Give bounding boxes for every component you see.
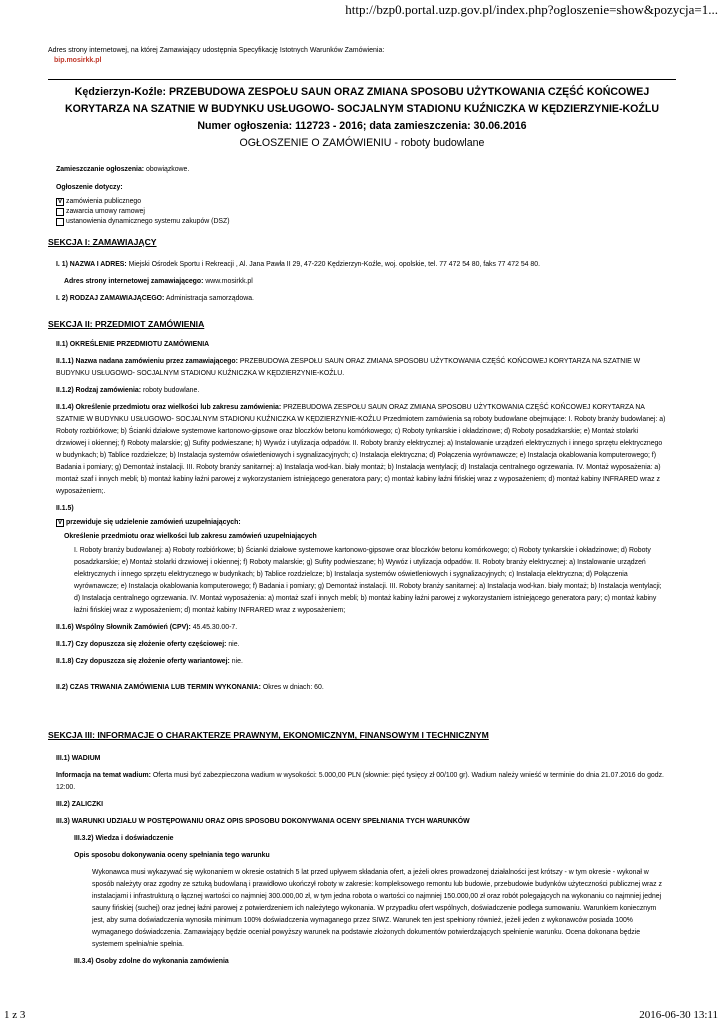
intro-text: Adres strony internetowej, na której Zamawiający udostępnia Specyfikację Istotnych Warunków Zamówienia: <box>48 47 385 54</box>
page-number: 1 z 3 <box>4 1009 26 1021</box>
meta-block <box>56 164 668 227</box>
supplementary-label: przewiduje się udzielenie zamówień uzupełniających: <box>66 519 241 526</box>
order-type-label: II.1.2) Rodzaj zamówienia: <box>56 387 142 394</box>
option-label: zamówienia publicznego <box>66 198 142 205</box>
bip-link[interactable]: bip.mosirkk.pl <box>54 57 102 64</box>
entity-type-value: Administracja samorządowa. <box>165 295 254 302</box>
section-2-title: SEKCJA II: PRZEDMIOT ZAMÓWIENIA <box>48 319 205 329</box>
option-public-order <box>56 197 668 207</box>
order-type-value: roboty budowlane. <box>142 387 200 394</box>
experience-subheading: Opis sposobu dokonywania oceny spełniania tego warunku <box>74 852 270 859</box>
option-dsz <box>56 217 668 227</box>
website-value: www.mosirkk.pl <box>205 278 253 285</box>
order-name-value: PRZEBUDOWA ZESPOŁU SAUN ORAZ ZMIANA SPOSOBU UŻYTKOWANIA CZĘŚĆ KOŃCOWEJ KORYTARZA NA SZATNIE W BUDYNKU USŁUGOWO- SOCJALNYM STADIONU KUŹNICZKA W KĘDZIERZYNIE-KOŹLU. <box>56 358 641 377</box>
website-label: Adres strony internetowej zamawiającego: <box>64 278 204 285</box>
section-3-title: SEKCJA III: INFORMACJE O CHARAKTERZE PRAWNYM, EKONOMICZNYM, FINANSOWYM I TECHNICZNYM <box>48 730 489 740</box>
checkbox-dsz <box>56 218 64 226</box>
supplementary-heading: II.1.5) <box>56 505 74 512</box>
cpv-value: 45.45.30.00-7. <box>192 624 238 631</box>
name-address-value: Miejski Ośrodek Sportu i Rekreacji , Al. Jana Pawła II 29, 47-220 Kędzierzyn-Koźle, woj. opolskie, tel. 77 472 54 80, faks 77 472 54 80. <box>128 261 540 268</box>
partial-offer-value: nie. <box>228 641 240 648</box>
announcement-title <box>0 84 724 152</box>
option-label: ustanowienia dynamicznego systemu zakupów (DSZ) <box>66 218 230 225</box>
title-line-1: Kędzierzyn-Koźle: PRZEBUDOWA ZESPOŁU SAUN ORAZ ZMIANA SPOSOBU UŻYTKOWANIA CZĘŚĆ KOŃCOWEJ <box>74 86 650 98</box>
title-line-2: KORYTARZA NA SZATNIE W BUDYNKU USŁUGOWO- SOCJALNYM STADIONU KUŹNICZKA W KĘDZIERZYNIE-KOŹLU <box>65 103 659 115</box>
option-label: zawarcia umowy ramowej <box>66 208 145 215</box>
variant-offer-label: II.1.8) Czy dopuszcza się złożenie oferty wariantowej: <box>56 658 230 665</box>
order-scope-label: II.1.4) Określenie przedmiotu oraz wielkości lub zakresu zamówienia: <box>56 404 282 411</box>
browser-url: http://bzp0.portal.uzp.gov.pl/index.php?ogloszenie=show&pozycja=1... <box>345 2 718 17</box>
advances-heading: III.2) ZALICZKI <box>56 801 104 808</box>
wadium-heading: III.1) WADIUM <box>56 755 101 762</box>
announcement-number: Numer ogłoszenia: 112723 - 2016; data zamieszczenia: 30.06.2016 <box>197 120 527 132</box>
supplementary-title: Określenie przedmiotu oraz wielkości lub zakresu zamówień uzupełniających <box>64 533 317 540</box>
duration-value: Okres w dniach: 60. <box>262 684 324 691</box>
checkbox-public-order: V <box>57 199 62 205</box>
entity-type-label: I. 2) RODZAJ ZAMAWIAJĄCEGO: <box>56 295 165 302</box>
supplementary-value: I. Roboty branży budowlanej: a) Roboty rozbiórkowe; b) Ścianki działowe systemowe kartonowo-gipsowe oraz bloczków betonu komórkowego; c) Roboty tynkarskie i okładzinowe; d) Roboty posadzkarskie; e) Montaż stolarki drzwiowej i okiennej; f) Roboty malarskie; g) Sufity podwieszane; h) Wywóz i utylizacja odpadów. II. Roboty branży elektrycznej: a) Instalowanie urządzeń elektrycznych i innego sprzętu elektrycznego w budynkach; b) Tablice rozdzielcze; b) Instalacja systemów oświetleniowych i sygnalizacyjnych; c) Instalacja elektryczna; d) Połączenia wyrównawcze; e) Instalacja okablowania komputerowego; f) Badania i pomiary; g) Demontaż instalacji. III. Roboty branży sanitarnej: a) Instalacja wod-kan. biały montaż; b) Instalacja wentylacji; d) Instalacja centralnego ogrzewania. IV. Montaż wyposażenia: a) montaż szaf i innych mebli; b) montaż kabiny łaźni parowej z wykorzystaniem istniejącego generatora pary; c) montaż kabiny łaźni fińskiej wraz z wyposażeniem; d) montaż kabiny INFRARED wraz z wyposażeniem; <box>74 547 662 614</box>
placement-value: obowiązkowe. <box>146 166 190 173</box>
cpv-label: II.1.6) Wspólny Słownik Zamówień (CPV): <box>56 624 191 631</box>
wadium-value: Oferta musi być zabezpieczona wadium w wysokości: 5.000,00 PLN (słownie: pięć tysięcy zł 00/100 gr). Wadium należy wnieść w terminie do dnia 21.07.2016 do godz. 12:00. <box>56 772 664 791</box>
duration-label: II.2) CZAS TRWANIA ZAMÓWIENIA LUB TERMIN WYKONANIA: <box>56 684 261 691</box>
order-name-label: II.1.1) Nazwa nadana zamówieniu przez zamawiającego: <box>56 358 238 365</box>
announcement-type: OGŁOSZENIE O ZAMÓWIENIU - roboty budowlane <box>239 137 485 149</box>
wadium-label: Informacja na temat wadium: <box>56 772 151 779</box>
variant-offer-value: nie. <box>231 658 243 665</box>
supplementary-checkbox: V <box>57 520 62 526</box>
section-3-body <box>56 753 668 973</box>
intro-block <box>48 46 384 66</box>
placement-label: Zamieszczanie ogłoszenia: <box>56 166 145 173</box>
conditions-heading: III.3) WARUNKI UDZIAŁU W POSTĘPOWANIU ORAZ OPIS SPOSOBU DOKONYWANIA OCENY SPEŁNIANIA TYCH WARUNKÓW <box>56 818 470 825</box>
print-datetime: 2016-06-30 13:11 <box>639 1009 718 1021</box>
subsection-heading: II.1) OKREŚLENIE PRZEDMIOTU ZAMÓWIENIA <box>56 341 210 348</box>
concerns-label: Ogłoszenie dotyczy: <box>56 184 123 191</box>
section-2-body <box>56 339 668 699</box>
partial-offer-label: II.1.7) Czy dopuszcza się złożenie oferty częściowej: <box>56 641 227 648</box>
name-address-label: I. 1) NAZWA I ADRES: <box>56 261 127 268</box>
section-1-title: SEKCJA I: ZAMAWIAJĄCY <box>48 237 157 247</box>
experience-heading: III.3.2) Wiedza i doświadczenie <box>74 835 174 842</box>
divider <box>48 79 676 80</box>
order-scope-value: PRZEBUDOWA ZESPOŁU SAUN ORAZ ZMIANA SPOSOBU UŻYTKOWANIA CZĘŚĆ KOŃCOWEJ KORYTARZA NA SZATNIE W BUDYNKU USŁUGOWO- SOCJALNYM STADIONU KUŹNICZKA W KĘDZIERZYNIE-KOŹLU Przedmiotem zamówienia są roboty budowlane obejmujące: I. Roboty branży budowlanej: a) Roboty rozbiórkowe; b) Ścianki działowe systemowe kartonowo-gipsowe oraz bloczków betonu komórkowego; c) Roboty tynkarskie i okładzinowe; d) Roboty posadzkarskie; e) Montaż stolarki drzwiowej i okiennej; f) Roboty malarskie; g) Sufity podwieszane; h) Wywóz i utylizacja odpadów. II. Roboty branży elektrycznej: a) Instalowanie urządzeń elektrycznych i innego sprzętu elektrycznego w budynkach; b) Tablice rozdzielcze; b) Instalacja systemów oświetleniowych i sygnalizacyjnych; c) Instalacja elektryczna; d) Połączenia wyrównawcze; e) Instalacja okablowania komputerowego; f) Badania i pomiary; g) Demontaż instalacji. III. Roboty branży sanitarnej: a) Instalacja wod-kan. biały montaż; b) Instalacja wentylacji; d) Instalacja centralnego ogrzewania. IV. Montaż wyposażenia: a) montaż szaf i innych mebli; b) montaż kabiny łaźni parowej z wykorzystaniem istniejącego generatora pary; c) montaż kabiny łaźni fińskiej wraz z wyposażeniem; d) montaż kabiny INFRARED wraz z wyposażeniem;. <box>56 404 666 495</box>
persons-heading: III.3.4) Osoby zdolne do wykonania zamówienia <box>74 958 229 965</box>
checkbox-framework <box>56 208 64 216</box>
section-1-body <box>56 259 668 310</box>
experience-text: Wykonawca musi wykazywać się wykonaniem w okresie ostatnich 5 lat przed upływem składania ofert, a jeżeli okres prowadzonej działalności jest krótszy - w tym okresie - wykonał w sposób należyty oraz zgodny ze sztuką budowlaną i prawidłowo ukończył roboty w zakresie: kompleksowego remontu lub budowie, przebudowie budynków użyteczności publicznej wraz z instalacjami i infrastrukturą o łącznej wartości co najmniej 300.000,00 zł, w tym jedna robota o wartości co najmniej 150.000,00 zł oraz robót polegających na wykonaniu co najmniej jednej sauny fińskiej (suchej) oraz jednej łaźni parowej z potwierdzeniem ich należytego wykonania. W przypadku ofert wspólnych, doświadczenie podlega sumowaniu. Warunkiem koniecznym jest, aby suma doświadczenia wynosiła minimum 100% doświadczenia wymaganego przez SIWZ. Warunek ten jest spełniony również, jeżeli jeden z wykonawców posiada 100% wymaganego doświadczenia. Zamawiający będzie oceniał powyższy warunek na podstawie złożonych dokumentów potwierdzających spełnienie warunku. Ocena dokonana będzie systemem spełnia/nie spełnia. <box>92 869 662 948</box>
